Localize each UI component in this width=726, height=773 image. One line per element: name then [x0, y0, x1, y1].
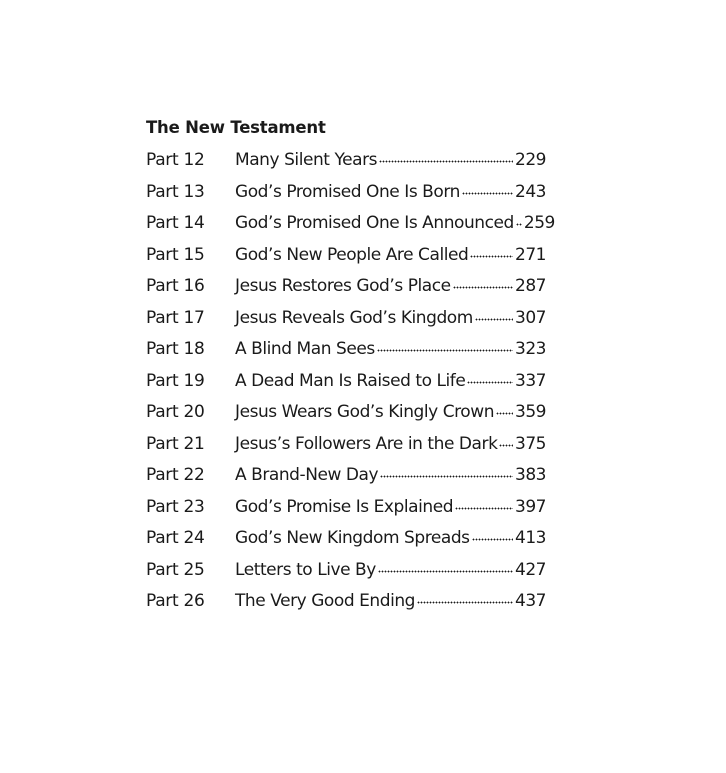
part-label: Part 17 [146, 307, 205, 328]
entry-title: Jesus’s Followers Are in the Dark [235, 433, 498, 454]
toc-entry [146, 431, 546, 463]
entry-title: God’s New People Are Called [235, 244, 469, 265]
page-number: 259 [523, 213, 555, 233]
part-label: Part 23 [146, 496, 205, 517]
part-label: Part 25 [146, 559, 205, 580]
toc-entry [146, 525, 546, 557]
dot-leader [379, 160, 513, 164]
page-number: 323 [515, 339, 546, 359]
entry-title: Jesus Restores God’s Place [235, 276, 451, 296]
part-label: Part 22 [146, 465, 205, 485]
toc-entry [146, 242, 546, 274]
dot-leader [470, 255, 513, 259]
dot-leader [380, 475, 513, 479]
part-label: Part 16 [146, 276, 205, 296]
entry-title: God’s Promised One Is Born [235, 181, 460, 202]
part-label: Part 20 [146, 402, 205, 422]
toc-entry [146, 368, 546, 400]
part-label: Part 24 [146, 528, 205, 548]
dot-leader [516, 223, 522, 227]
dot-leader [455, 507, 513, 511]
section-title: The New Testament [146, 118, 326, 137]
part-label: Part 15 [146, 244, 205, 265]
toc-entry [146, 462, 546, 494]
page-number: 337 [515, 370, 546, 391]
page-number: 397 [515, 496, 546, 517]
part-label: Part 14 [146, 213, 205, 233]
toc-entry [146, 494, 546, 526]
part-label: Part 13 [146, 181, 205, 202]
page-number: 375 [515, 433, 546, 454]
page-number: 413 [515, 528, 546, 548]
part-label: Part 19 [146, 370, 205, 391]
toc-entry [146, 336, 546, 368]
page-number: 243 [515, 181, 546, 202]
entry-title: God’s New Kingdom Spreads [235, 528, 470, 548]
dot-leader [467, 381, 513, 385]
dot-leader [453, 286, 513, 290]
dot-leader [475, 318, 513, 322]
entry-title: Many Silent Years [235, 150, 378, 170]
entry-title: The Very Good Ending [235, 591, 416, 611]
entry-title: A Blind Man Sees [235, 339, 375, 359]
page-number: 229 [515, 150, 546, 170]
part-label: Part 18 [146, 339, 205, 359]
entry-title: A Brand-New Day [235, 465, 379, 485]
page-number: 287 [515, 276, 546, 296]
dot-leader [417, 601, 513, 605]
entry-title: Jesus Reveals God’s Kingdom [235, 307, 473, 328]
part-label: Part 26 [146, 591, 205, 611]
part-label: Part 12 [146, 150, 205, 170]
dot-leader [462, 192, 513, 196]
entry-title: Letters to Live By [235, 559, 376, 580]
toc-entry [146, 399, 546, 431]
toc-entry [146, 305, 546, 337]
entry-title: A Dead Man Is Raised to Life [235, 370, 466, 391]
dot-leader [499, 444, 513, 448]
toc-entry [146, 273, 546, 305]
table-of-contents [146, 147, 555, 620]
part-label: Part 21 [146, 433, 205, 454]
page-number: 307 [515, 307, 546, 328]
entry-title: Jesus Wears God’s Kingly Crown [235, 402, 495, 422]
entry-title: God’s Promised One Is Announced [235, 213, 514, 233]
page-number: 359 [515, 402, 546, 422]
page-number: 271 [515, 244, 546, 265]
entry-title: God’s Promise Is Explained [235, 496, 454, 517]
page-number: 427 [515, 559, 546, 580]
page-number: 383 [515, 465, 546, 485]
page-number: 437 [515, 591, 546, 611]
toc-entry [146, 147, 546, 179]
toc-entry [146, 588, 546, 620]
dot-leader [496, 412, 513, 416]
toc-entry [146, 557, 546, 589]
toc-entry [146, 179, 546, 211]
dot-leader [378, 570, 513, 574]
dot-leader [472, 538, 513, 542]
dot-leader [377, 349, 513, 353]
toc-entry [146, 210, 555, 242]
